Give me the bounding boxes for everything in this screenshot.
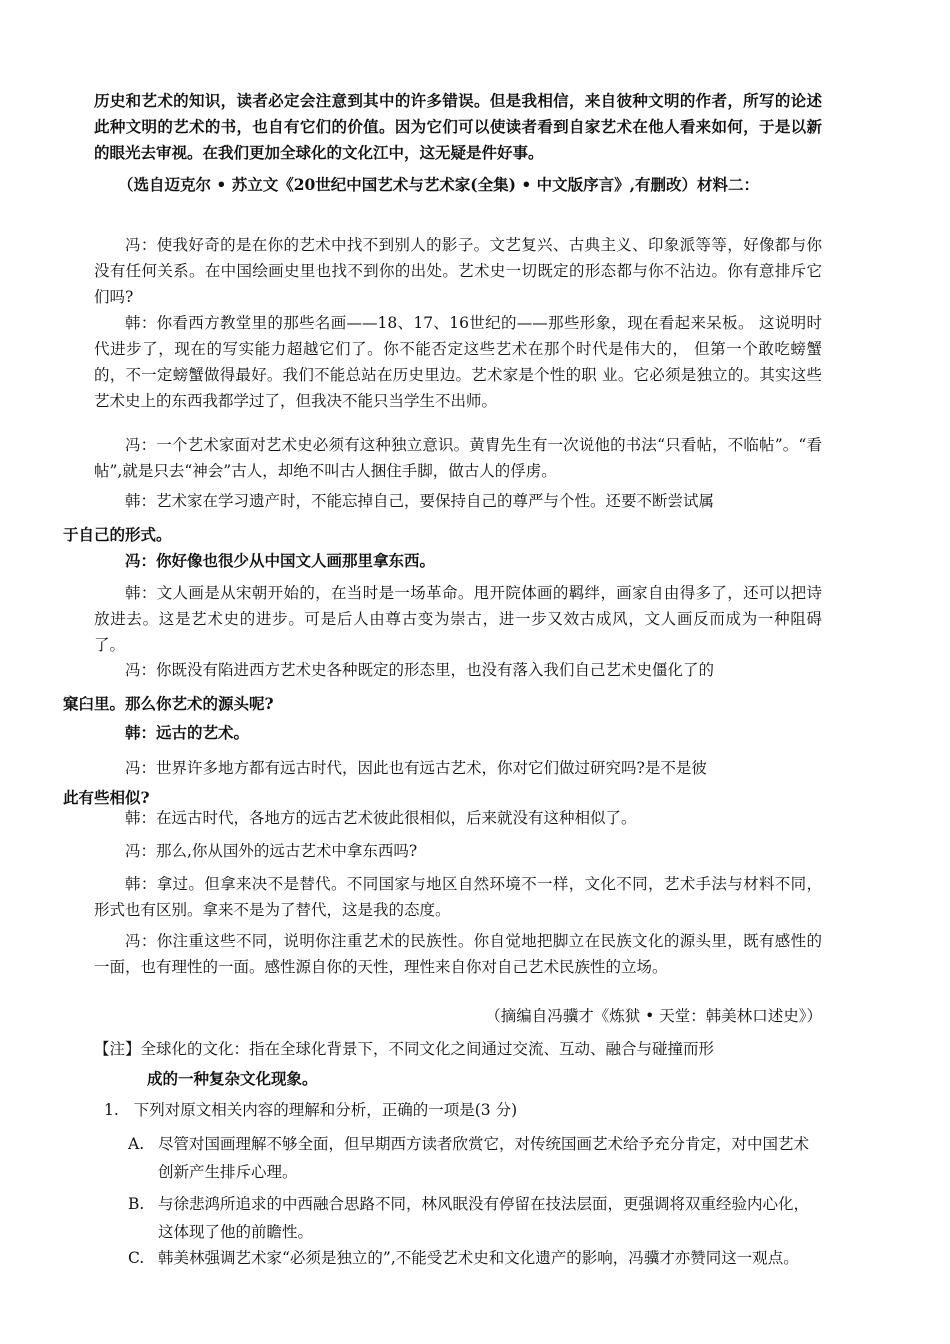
dialogue-text: 冯：你既没有陷进西方艺术史各种既定的形态里，也没有落入我们自己艺术史僵化了的 xyxy=(125,661,715,679)
dialogue-paragraph-10: 韩：在远古时代，各地方的远古艺术彼此很相似，后来就没有这种相似了。 xyxy=(125,809,637,827)
dialogue-text: 冯：世界许多地方都有远古时代，因此也有远古艺术，你对它们做过研究吗?是不是彼 xyxy=(125,759,707,777)
source-citation-1: （选自迈克尔 • 苏立文《20世纪中国艺术与艺术家(全集) • 中文版序言》,有删改）材料二： xyxy=(118,175,760,194)
dialogue-paragraph-2: 韩：你看西方教堂里的那些名画——18、17、16世纪的——那些形象，现在看起来呆板。 这说明时代进步了，现在的写实能力超越它们了。你不能否定这些艺术在那个时代是伟大的， 但第一个敢吃螃蟹的，不一定螃蟹做得最好。我们不能总站在历史里边。艺术家是个性的职 业。它必须是独立的。其实这些艺术史上的东西我都学过了，但我决不能只当学生不出师。 xyxy=(94,314,822,410)
note-tail: 成的一种复杂文化现象。 xyxy=(147,1069,318,1088)
note-label: 【注】 xyxy=(94,1040,141,1058)
dialogue-bold-tail: 窠臼里。那么你艺术的源头呢? xyxy=(63,694,274,713)
dialogue-bold-tail: 此有些相似? xyxy=(63,788,150,807)
dialogue-paragraph-11: 冯：那么,你从国外的远古艺术中拿东西吗? xyxy=(125,842,418,860)
source-citation-2: （摘编自冯骥才《炼狱 • 天堂：韩美林口述史》） xyxy=(485,1007,822,1025)
option-c[interactable] xyxy=(128,1244,822,1272)
dialogue-paragraph-4 xyxy=(63,488,822,548)
dialogue-paragraph-13: 冯：你注重这些不同，说明你注重艺术的民族性。你自觉地把脚立在民族文化的源头里，既有感性的一面，也有理性的一面。感性源自你的天性，理性来自你对自己艺术民族性的立场。 xyxy=(94,932,822,976)
option-letter: A. xyxy=(128,1135,145,1153)
dialogue-bold-tail: 于自己的形式。 xyxy=(63,525,172,544)
dialogue-paragraph-9 xyxy=(63,755,822,811)
note-text: 全球化的文化：指在全球化背景下，不同文化之间通过交流、互动、融合与碰撞而形 xyxy=(140,1040,715,1058)
option-text: 韩美林强调艺术家“必须是独立的”,不能受艺术史和文化遗产的影响，冯骥才亦赞同这一观点。 xyxy=(158,1249,799,1267)
option-letter: B. xyxy=(128,1195,145,1213)
option-letter: C. xyxy=(128,1249,145,1267)
dialogue-paragraph-7 xyxy=(63,657,822,717)
option-text: 尽管对国画理解不够全面，但早期西方读者欣赏它，对传统国画艺术给予充分肯定，对中国艺术创新产生排斥心理。 xyxy=(158,1135,810,1181)
dialogue-text: 韩：艺术家在学习遗产时，不能忘掉自己，要保持自己的尊严与个性。还要不断尝试属 xyxy=(125,492,715,510)
question-number: 1. xyxy=(104,1101,119,1119)
question-stem: 下列对原文相关内容的理解和分析，正确的一项是(3 分) xyxy=(133,1101,518,1119)
dialogue-paragraph-8: 韩：远古的艺术。 xyxy=(125,723,250,742)
annotation-note xyxy=(94,1034,822,1094)
dialogue-paragraph-12: 韩：拿过。但拿来决不是替代。不同国家与地区自然环境不一样，文化不同，艺术手法与材料不同，形式也有区别。拿来不是为了替代，这是我的态度。 xyxy=(94,875,822,919)
dialogue-paragraph-3: 冯：一个艺术家面对艺术史必须有这种独立意识。黄胄先生有一次说他的书法“只看帖，不临帖”。“看帖”,就是只去“神会”古人，却绝不叫古人捆住手脚，做古人的俘虏。 xyxy=(94,436,822,480)
question-1 xyxy=(104,1096,822,1124)
dialogue-paragraph-6: 韩：文人画是从宋朝开始的，在当时是一场革命。甩开院体画的羁绊，画家自由得多了，还可以把诗放进去。这是艺术史的进步。可是后人由尊古变为崇古，进一步又效古成风，文人画反而成为一种阻碍了。 xyxy=(94,584,822,654)
option-text: 与徐悲鸿所追求的中西融合思路不同，林风眠没有停留在技法层面，更强调将双重经验内心化，这体现了他的前瞻性。 xyxy=(158,1195,810,1241)
option-a[interactable] xyxy=(128,1130,822,1186)
intro-paragraph: 历史和艺术的知识，读者必定会注意到其中的许多错误。但是我相信，来自彼种文明的作者，所写的论述此种文明的艺术的书，也自有它们的价值。因为它们可以使读者看到自家艺术在他人看来如何，于是以新的眼光去审视。在我们更加全球化的文化江中，这无疑是件好事。 xyxy=(94,91,822,162)
option-b[interactable] xyxy=(128,1190,822,1246)
dialogue-paragraph-1: 冯：使我好奇的是在你的艺术中找不到别人的影子。文艺复兴、古典主义、印象派等等，好像都与你没有任何关系。在中国绘画史里也找不到你的出处。艺术史一切既定的形态都与你不沾边。你有意排斥它们吗? xyxy=(94,236,822,306)
dialogue-paragraph-5: 冯：你好像也很少从中国文人画那里拿东西。 xyxy=(125,551,436,570)
